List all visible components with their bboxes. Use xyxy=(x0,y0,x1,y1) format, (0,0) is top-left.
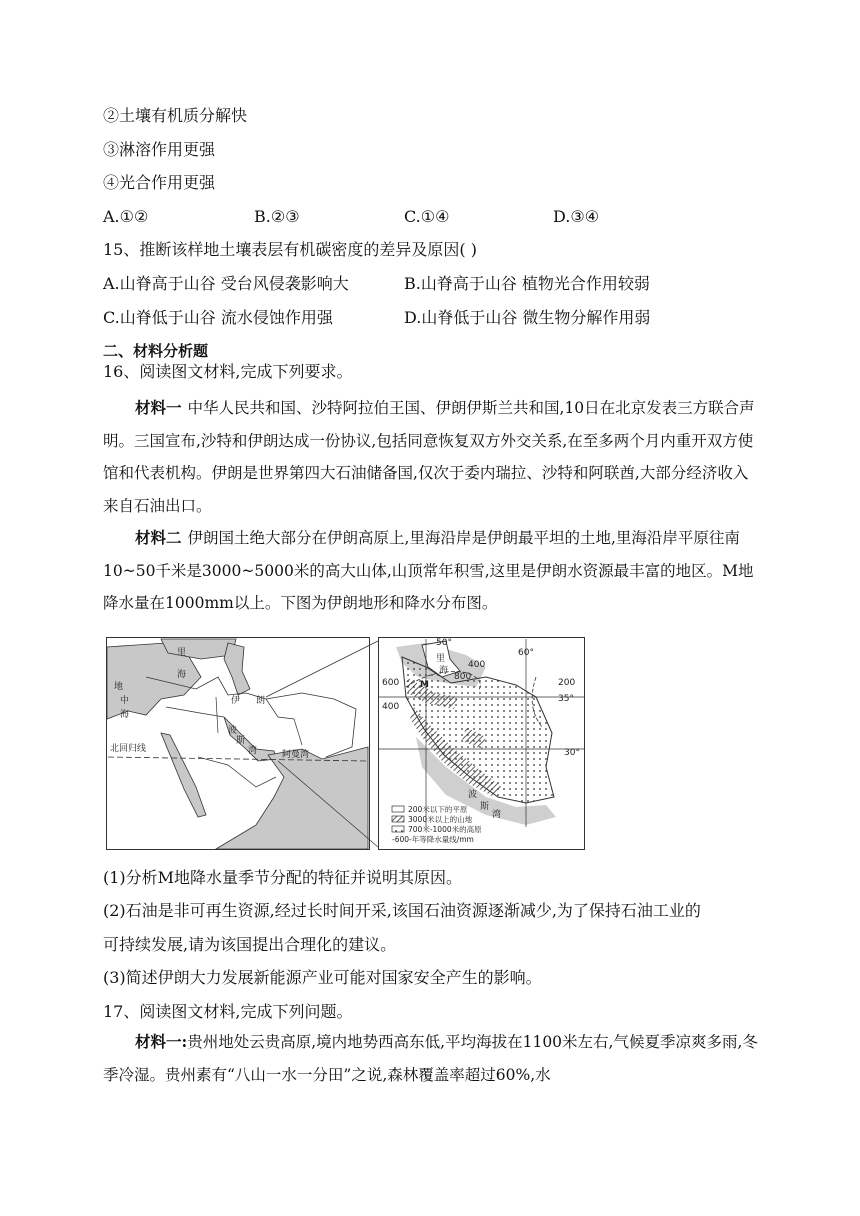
q15-option-d[interactable]: D.山脊低于山谷 微生物分解作用弱 xyxy=(404,308,651,327)
map-label: 地 xyxy=(114,682,124,692)
map-label: 海 xyxy=(120,710,130,720)
q15-option-c[interactable]: C.山脊低于山谷 流水侵蚀作用强 xyxy=(103,308,333,327)
q15-stem: 15、推断该样地土壤表层有机碳密度的差异及原因( ) xyxy=(103,240,477,259)
map-label-m: M xyxy=(420,680,429,690)
q17-material-1-label: 材料一: xyxy=(135,1032,188,1051)
map-label: 朗 xyxy=(256,696,266,706)
q14-item-4: ④光合作用更强 xyxy=(103,173,216,192)
map-label: 50° xyxy=(436,638,452,648)
q17-material-1 xyxy=(103,1026,763,1094)
map-label: 200 xyxy=(558,678,576,688)
map-svg xyxy=(106,637,586,851)
q16-question-3: (3)简述伊朗大力发展新能源产业可能对国家安全产生的影响。 xyxy=(103,968,542,987)
map-label: 北回归线 xyxy=(110,744,147,754)
map-label: 斯 xyxy=(480,802,490,812)
q17-stem: 17、阅读图文材料,完成下列问题。 xyxy=(103,1002,353,1021)
iran-inset-map xyxy=(378,638,585,850)
map-label: 800 xyxy=(454,672,472,682)
q14-option-b[interactable]: B.②③ xyxy=(254,207,300,226)
map-label: 35° xyxy=(558,694,574,704)
map-label: 斯 xyxy=(236,736,246,746)
map-label: 波 xyxy=(228,726,238,736)
q16-question-2: (2)石油是非可再生资源,经过长时间开采,该国石油资源逐渐减少,为了保持石油工业的 xyxy=(103,901,701,920)
q15-option-b[interactable]: B.山脊高于山谷 植物光合作用较弱 xyxy=(404,274,650,293)
map-label: 60° xyxy=(518,648,534,658)
material-2-label: 材料二 xyxy=(135,528,182,547)
legend-item-plateau: 700米-1000米的高原 xyxy=(408,825,482,834)
map-label: 湾 xyxy=(492,810,502,820)
map-label: 海 xyxy=(439,666,449,676)
material-2-text: 伊朗国土绝大部分在伊朗高原上,里海沿岸是伊朗最平坦的土地,里海沿岸平原往南10~50千米是3000~5000米的高大山体,山顶常年积雪,这里是伊朗水资源最丰富的地区。M地降水量在1000mm以上。下图为伊朗地形和降水分布图。 xyxy=(103,529,754,612)
section-heading: 二、材料分析题 xyxy=(103,342,209,360)
map-label: 波 xyxy=(468,790,478,800)
q14-option-d[interactable]: D.③④ xyxy=(553,207,600,226)
q16-question-2-cont: 可持续发展,请为该国提出合理化的建议。 xyxy=(103,935,397,954)
map-label: 伊 xyxy=(231,696,241,706)
q16-material-1 xyxy=(103,392,763,515)
legend-item-isohyet: -600-年等降水量线/mm xyxy=(392,835,474,844)
map-label: 30° xyxy=(564,748,580,758)
map-label: 湾 xyxy=(248,746,258,756)
map-label: 600 xyxy=(382,678,400,688)
q16-question-1: (1)分析M地降水量季节分配的特征并说明其原因。 xyxy=(103,868,463,887)
regional-map xyxy=(107,638,379,850)
q14-item-2: ②土壤有机质分解快 xyxy=(103,106,248,125)
q14-item-3: ③淋溶作用更强 xyxy=(103,140,216,159)
map-label: 里 xyxy=(177,648,187,658)
q16-material-2 xyxy=(103,522,763,622)
map-label: 中 xyxy=(120,696,130,706)
legend-item-plain: 200米以下的平原 xyxy=(408,805,468,814)
map-label: 阿曼湾 xyxy=(282,750,310,760)
q15-option-a[interactable]: A.山脊高于山谷 受台风侵袭影响大 xyxy=(103,274,349,293)
map-label: 里 xyxy=(436,654,446,664)
q14-option-a[interactable]: A.①② xyxy=(103,207,149,226)
q16-stem: 16、阅读图文材料,完成下列要求。 xyxy=(103,362,353,381)
material-1-label: 材料一 xyxy=(135,398,182,417)
q14-option-c[interactable]: C.①④ xyxy=(404,207,450,226)
iran-terrain-precipitation-map xyxy=(106,637,586,851)
map-label: 海 xyxy=(177,670,187,680)
q17-material-1-text: 贵州地处云贵高原,境内地势西高东低,平均海拔在1100米左右,气候夏季凉爽多雨,冬季冷湿。贵州素有“八山一水一分田”之说,森林覆盖率超过60%,水 xyxy=(103,1033,758,1084)
material-1-text: 中华人民共和国、沙特阿拉伯王国、伊朗伊斯兰共和国,10日在北京发表三方联合声明。三国宣布,沙特和伊朗达成一份协议,包括同意恢复双方外交关系,在至多两个月内重开双方使馆和代表机构。伊朗是世界第四大石油储备国,仅次于委内瑞拉、沙特和阿联酋,大部分经济收入来自石油出口。 xyxy=(103,399,755,515)
legend-item-mountain: 3000米以上的山地 xyxy=(408,815,473,824)
map-label: 400 xyxy=(468,660,486,670)
map-label: 400 xyxy=(382,702,400,712)
